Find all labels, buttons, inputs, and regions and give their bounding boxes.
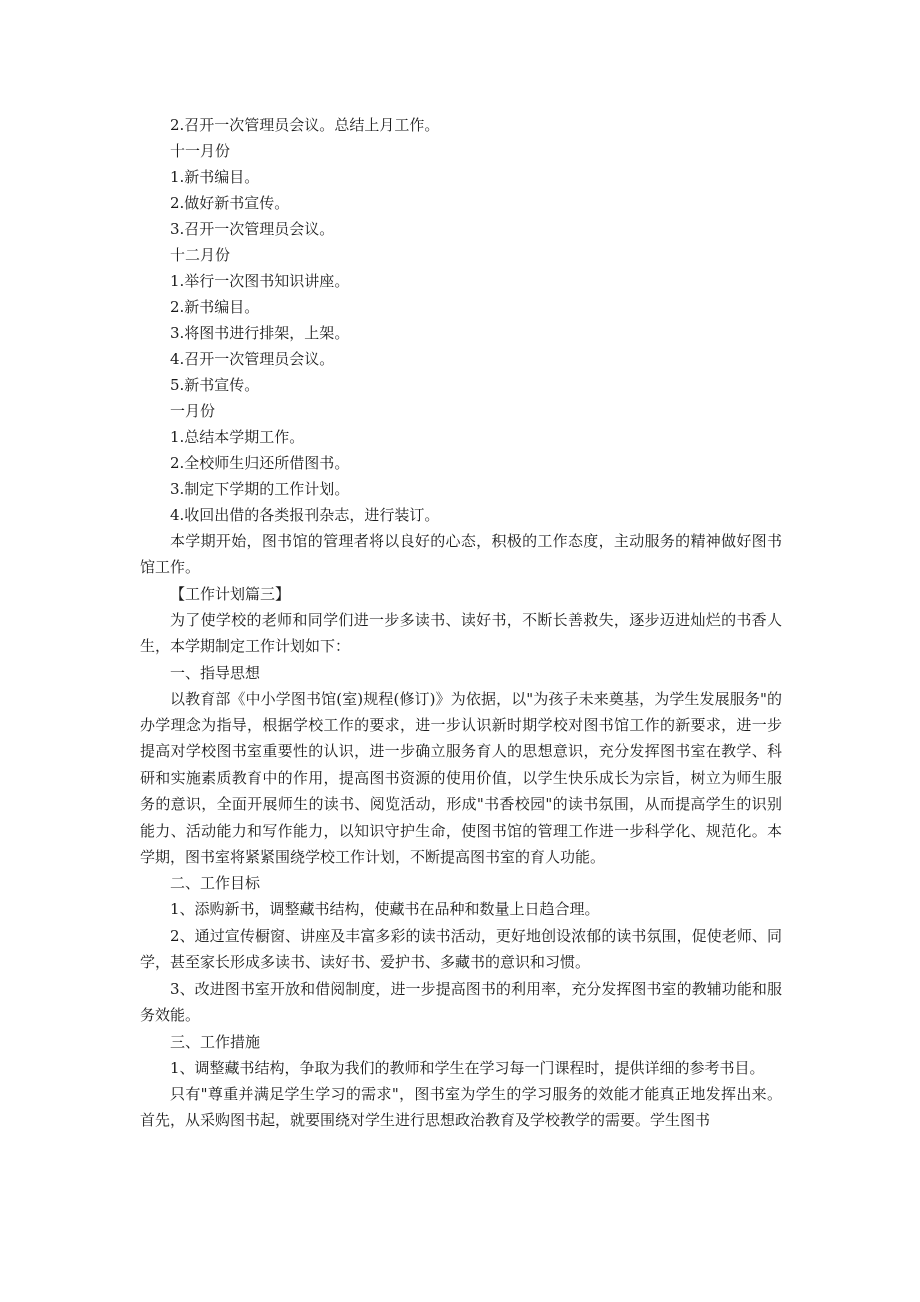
- section-heading-goals: 二、工作目标: [170, 874, 261, 893]
- list-item: 4.收回出借的各类报刊杂志，进行装订。: [170, 506, 440, 524]
- list-item: 3.召开一次管理员会议。: [170, 220, 335, 238]
- month-heading: 一月份: [170, 402, 216, 420]
- section-heading-guiding: 一、指导思想: [170, 663, 261, 682]
- summary-paragraph: 本学期开始，图书馆的管理者将以良好的心态，积极的工作态度，主动服务的精神做好图书馆工作。: [140, 532, 782, 577]
- list-item: 2.新书编目。: [170, 298, 260, 316]
- closing-paragraph: 只有"尊重并满足学生学习的需求"，图书室为学生的学习服务的效能才能真正地发挥出来。首先，从采购图书起，就要围绕对学生进行思想政治教育及学校教学的需要。学生图书: [140, 1084, 782, 1130]
- list-item: 2.做好新书宣传。: [170, 194, 290, 212]
- guiding-paragraph: 以教育部《中小学图书馆(室)规程(修订)》为依据，以"为孩子未来奠基，为学生发展服务"的办学理念为指导，根据学校工作的要求，进一步认识新时期学校对图书馆工作的新要求，进一步提高对学校图书室重要性的认识，进一步确立服务育人的思想意识，充分发挥图书室在教学、科研和实施素质教育中的作用，提高图书资源的使用价值，以学生快乐成长为宗旨，树立为师生服务的意识，全面开展师生的读书、阅览活动，形成"书香校园"的读书氛围，从而提高学生的识别能力、活动能力和写作能力，以知识守护生命，使图书馆的管理工作进一步科学化、规范化。本学期，图书室将紧紧围绕学校工作计划，不断提高图书室的育人功能。: [140, 689, 782, 867]
- intro-paragraph: 为了使学校的老师和同学们进一步多读书、读好书，不断长善救失，逐步迈进灿烂的书香人生，本学期制定工作计划如下：: [140, 610, 782, 656]
- list-item: 2.召开一次管理员会议。总结上月工作。: [170, 116, 440, 134]
- list-item: 5.新书宣传。: [170, 376, 260, 394]
- measure-item: 1、调整藏书结构，争取为我们的教师和学生在学习每一门课程时，提供详细的参考书目。: [170, 1058, 765, 1077]
- goal-item: 1、添购新书，调整藏书结构，使藏书在品种和数量上日趋合理。: [170, 900, 600, 919]
- month-heading: 十二月份: [170, 246, 231, 264]
- list-item: 1.新书编目。: [170, 168, 260, 186]
- section-title: 【工作计划篇三】: [170, 584, 291, 603]
- list-item: 1.总结本学期工作。: [170, 428, 305, 446]
- list-item: 3.将图书进行排架，上架。: [170, 324, 350, 342]
- list-item: 4.召开一次管理员会议。: [170, 350, 335, 368]
- list-item: 1.举行一次图书知识讲座。: [170, 272, 350, 290]
- list-item: 3.制定下学期的工作计划。: [170, 480, 350, 498]
- month-heading: 十一月份: [170, 142, 231, 160]
- goal-item: 3、改进图书室开放和借阅制度，进一步提高图书的利用率，充分发挥图书室的教辅功能和服务效能。: [140, 979, 782, 1025]
- goal-item: 2、通过宣传橱窗、讲座及丰富多彩的读书活动，更好地创设浓郁的读书氛围，促使老师、同学，甚至家长形成多读书、读好书、爱护书、多藏书的意识和习惯。: [140, 926, 782, 972]
- document-body: [140, 112, 782, 1134]
- section-heading-measures: 三、工作措施: [170, 1032, 261, 1051]
- list-item: 2.全校师生归还所借图书。: [170, 454, 350, 472]
